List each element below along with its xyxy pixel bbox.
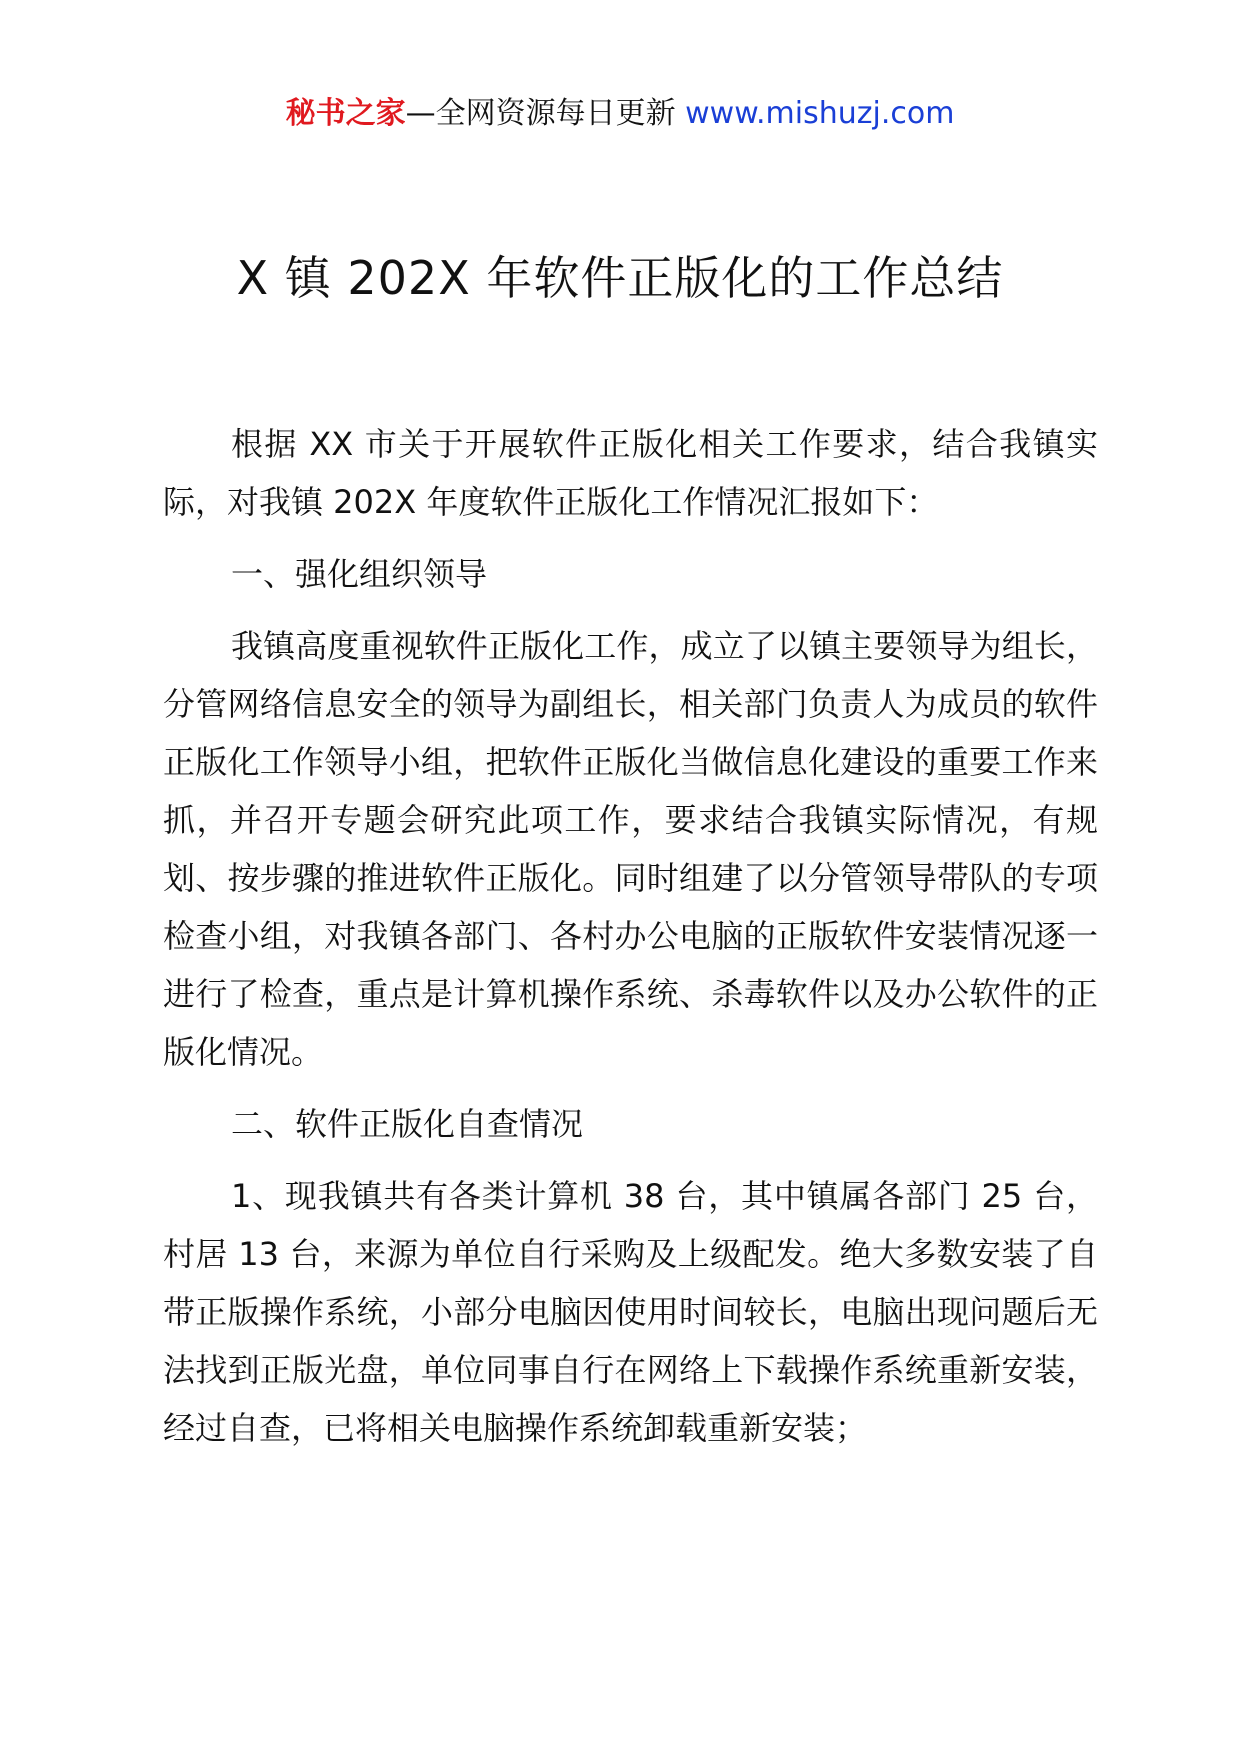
document-title: X 镇 202X 年软件正版化的工作总结 (236, 251, 1004, 305)
site-brand: 秘书之家 (285, 96, 406, 131)
site-tagline: —全网资源每日更新 (405, 96, 686, 131)
intro-paragraph: 根据 XX 市关于开展软件正版化相关工作要求，结合我镇实际，对我镇 202X 年度软件正版化工作情况汇报如下： (163, 425, 1098, 521)
section-heading-2: 二、软件正版化自查情况 (231, 1105, 584, 1143)
site-url-link[interactable]: www.mishuzj.com (685, 96, 955, 131)
site-header (0, 94, 1240, 134)
body-paragraph-1: 我镇高度重视软件正版化工作，成立了以镇主要领导为组长，分管网络信息安全的领导为副组长，相关部门负责人为成员的软件正版化工作领导小组，把软件正版化当做信息化建设的重要工作来抓，并召开专题会研究此项工作，要求结合我镇实际情况，有规划、按步骤的推进软件正版化。同时组建了以分管领导带队的专项检查小组，对我镇各部门、各村办公电脑的正版软件安装情况逐一进行了检查，重点是计算机操作系统、杀毒软件以及办公软件的正版化情况。 (163, 627, 1098, 1071)
document-body (163, 415, 1098, 1457)
body-paragraph-2: 1、现我镇共有各类计算机 38 台，其中镇属各部门 25 台，村居 13 台，来源为单位自行采购及上级配发。绝大多数安装了自带正版操作系统，小部分电脑因使用时间较长，电脑出现问题后无法找到正版光盘，单位同事自行在网络上下载操作系统重新安装，经过自查，已将相关电脑操作系统卸载重新安装； (163, 1177, 1098, 1447)
section-heading-1: 一、强化组织领导 (231, 555, 488, 593)
